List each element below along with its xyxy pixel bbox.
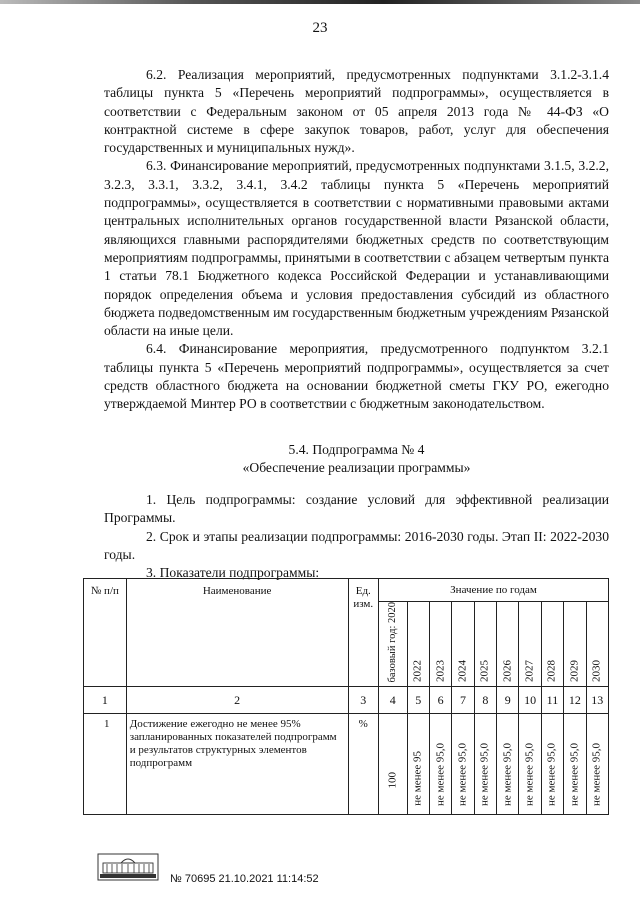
column-index: 1	[84, 687, 127, 714]
column-index: 8	[474, 687, 496, 714]
header-year: 2024	[452, 602, 474, 687]
paragraph-6-3: 6.3. Финансирование мероприятий, предусмотренных подпунктами 3.1.5, 3.2.2, 3.2.3, 3.3.1, 3.3.2, 3.4.1, 3.4.2 таблицы пункта 5 «Перечень мероприятий подпрограммы», осуществляется в соответствии с нормативными правовыми актами центральных исполнительных органов государственной власти Рязанской области, являющихся главными распорядителями бюджетных средств по соответствующим мероприятиям подпрограммы, принятыми в соответствии с абзацем четвертым пункта 1 статьи 78.1 Бюджетного кодекса Российской Федерации и устанавливающими порядок определения объема и условия предоставления субсидий из областного бюджета подведомственным им государственным бюджетным учреждениям Рязанской области на иные цели.	[104, 158, 609, 339]
section-title: «Обеспечение реализации программы»	[242, 460, 471, 475]
item-indicators: 3. Показатели подпрограммы:	[146, 565, 320, 581]
row-value-cell	[429, 714, 451, 815]
row-value: не менее 95,0	[456, 742, 469, 806]
column-index: 12	[564, 687, 586, 714]
header-year: 2027	[519, 602, 541, 687]
table-row	[84, 714, 609, 815]
row-value: не менее 95	[411, 751, 424, 806]
column-index: 5	[407, 687, 429, 714]
header-row	[84, 579, 609, 602]
header-unit: Ед. изм.	[348, 579, 379, 687]
row-value-cell	[474, 714, 496, 815]
body-paragraphs	[104, 66, 609, 414]
header-year: 2028	[541, 602, 563, 687]
row-value: не менее 95,0	[590, 742, 603, 806]
column-index: 3	[348, 687, 379, 714]
column-index: 7	[452, 687, 474, 714]
header-year: 2022	[407, 602, 429, 687]
header-year: 2030	[586, 602, 609, 687]
header-values-by-year: Значение по годам	[379, 579, 609, 602]
row-value: не менее 95,0	[501, 742, 514, 806]
paragraph-6-4: 6.4. Финансирование мероприятия, предусмотренного подпунктом 3.2.1 таблицы пункта 5 «Перечень мероприятий подпрограммы», осуществляется за счет средств областного бюджета на основании бюджетной сметы ГКУ РО, ежегодно утверждаемой Минтер РО в соответствии с бюджетным законодательством.	[104, 341, 609, 412]
row-value-cell	[519, 714, 541, 815]
header-year: 2026	[497, 602, 519, 687]
row-base-value-cell	[379, 714, 407, 815]
row-value: не менее 95,0	[434, 742, 447, 806]
row-value-cell	[586, 714, 609, 815]
section-number: 5.4. Подпрограмма № 4	[288, 442, 425, 457]
row-value-cell	[452, 714, 474, 815]
header-year: 2025	[474, 602, 496, 687]
paragraph-6-2: 6.2. Реализация мероприятий, предусмотренных подпунктами 3.1.2-3.1.4 таблицы пункта 5 «Перечень мероприятий подпрограммы», осуществляется в соответствии с Федеральным законом от 05 апреля 2013 года № 44-ФЗ «О контрактной системе в сфере закупок товаров, работ, услуг для обеспечения государственных и муниципальных нужд».	[104, 67, 609, 156]
row-value: не менее 95,0	[478, 742, 491, 806]
row-value: не менее 95,0	[523, 742, 536, 806]
row-value: не менее 95,0	[545, 742, 558, 806]
column-index: 6	[429, 687, 451, 714]
row-value-cell	[407, 714, 429, 815]
government-building-stamp-icon	[97, 853, 159, 881]
header-year: 2029	[564, 602, 586, 687]
indicators-table	[83, 578, 609, 815]
column-index: 10	[519, 687, 541, 714]
row-value-cell	[497, 714, 519, 815]
header-name: Наименование	[126, 579, 348, 687]
top-edge-rule	[0, 0, 640, 4]
page-number: 23	[312, 20, 328, 36]
row-value-cell	[564, 714, 586, 815]
item-period: 2. Срок и этапы реализации подпрограммы: 2016-2030 годы. Этап II: 2022-2030 годы.	[104, 528, 609, 562]
subprogram-items	[104, 491, 609, 582]
base-year-label: базовый год: 2020	[386, 601, 398, 682]
column-index: 13	[586, 687, 609, 714]
document-registration-stamp: № 70695 21.10.2021 11:14:52	[170, 873, 319, 885]
row-indicator-name: Достижение ежегодно не менее 95% запланированных показателей подпрограмм и результатов структурных элементов подпрограмм	[126, 714, 348, 815]
column-index: 9	[497, 687, 519, 714]
header-base-year	[379, 602, 407, 687]
column-index: 4	[379, 687, 407, 714]
column-index: 2	[126, 687, 348, 714]
row-unit: %	[348, 714, 379, 815]
row-base-value: 100	[386, 771, 399, 788]
header-number: № п/п	[84, 579, 127, 687]
row-value: не менее 95,0	[568, 742, 581, 806]
item-goal: 1. Цель подпрограммы: создание условий для эффективной реализации Программы.	[104, 492, 609, 526]
column-index-row	[84, 687, 609, 714]
column-index: 11	[541, 687, 563, 714]
row-value-cell	[541, 714, 563, 815]
header-year: 2023	[429, 602, 451, 687]
row-number: 1	[84, 714, 127, 815]
